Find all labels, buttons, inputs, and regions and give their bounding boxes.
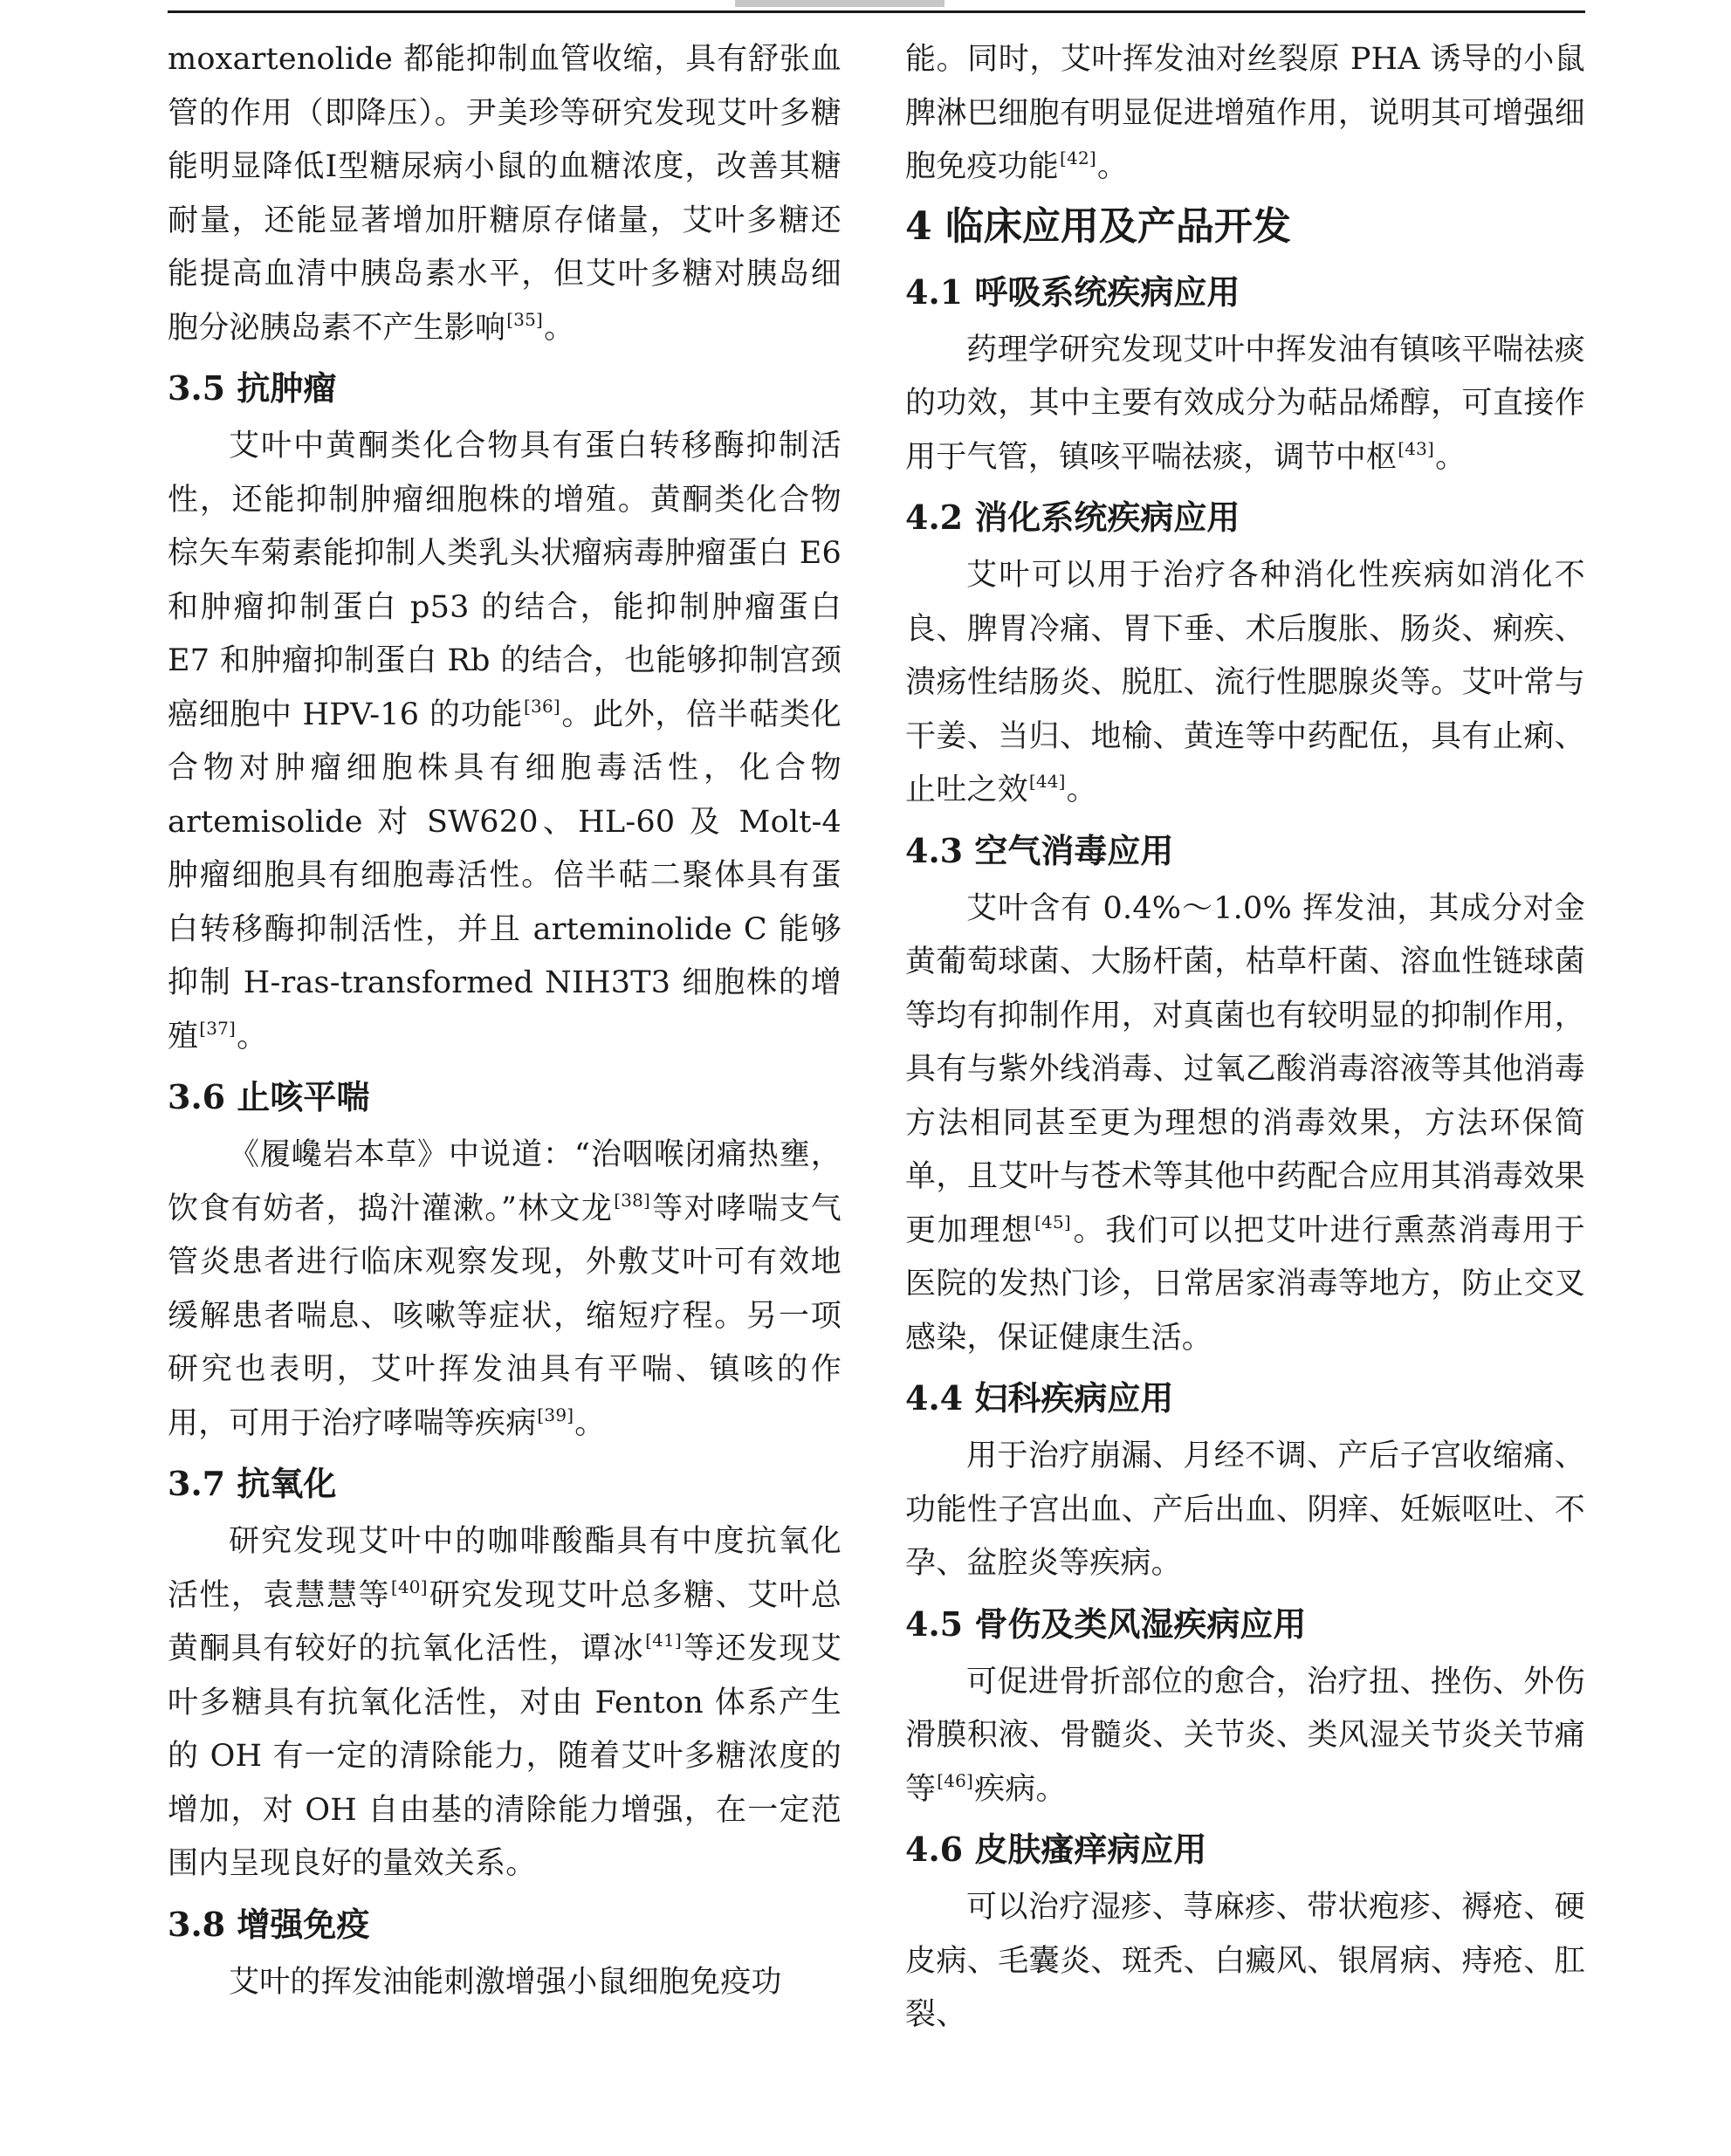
section-heading-3-8: 3.8 增强免疫 — [168, 1904, 370, 1944]
right-column — [905, 33, 1585, 2043]
section-heading-3-7: 3.7 抗氧化 — [168, 1464, 337, 1503]
paragraph: 艾叶的挥发油能刺激增强小鼠细胞免疫功 — [229, 1964, 782, 2000]
citation: [44] — [1028, 771, 1066, 792]
section-heading-4-4: 4.4 妇科疾病应用 — [905, 1378, 1174, 1418]
left-column — [168, 33, 841, 2009]
citation: [43] — [1398, 437, 1435, 459]
citation: [36] — [524, 695, 560, 717]
paragraph-continued: moxartenolide 都能抑制血管收缩，具有舒张血管的作用（即降压）。尹美珍等研究发现艾叶多糖能明显降低Ⅰ型糖尿病小鼠的血糖浓度，改善其糖耐量，还能显著增加肝糖原存储量，艾叶多糖还能提高血清中胰岛素水平，但艾叶多糖对胰岛细胞分泌胰岛素不产生影响[35]。 — [168, 42, 841, 346]
section-heading-3-6: 3.6 止咳平喘 — [168, 1077, 370, 1116]
paragraph: 艾叶可以用于治疗各种消化性疾病如消化不良、脾胃冷痛、胃下垂、术后腹胀、肠炎、痢疾、溃疡性结肠炎、脱肛、流行性腮腺炎等。艾叶常与干姜、当归、地榆、黄连等中药配伍，具有止痢、止吐之效[44]。 — [905, 558, 1585, 807]
paragraph: 可以治疗湿疹、荨麻疹、带状疱疹、褥疮、硬皮病、毛囊炎、斑秃、白癜风、银屑病、痔疮、肛裂、 — [905, 1890, 1585, 2032]
section-heading-4-5: 4.5 骨伤及类风湿疾病应用 — [905, 1603, 1307, 1644]
paragraph: 研究发现艾叶中的咖啡酸酯具有中度抗氧化活性，袁慧慧等[40]研究发现艾叶总多糖、艾叶总黄酮具有较好的抗氧化活性，谭冰[41]等还发现艾叶多糖具有抗氧化活性，对由 Fenton 体系产生的 OH 有一定的清除能力，随着艾叶多糖浓度的增加，对 OH 自由基的清除能力增强，在一定范围内呈现良好的量效关系。 — [168, 1524, 842, 1881]
paragraph: 可促进骨折部位的愈合，治疗扭、挫伤、外伤滑膜积液、骨髓炎、关节炎、类风湿关节炎关节痛等[46]疾病。 — [905, 1664, 1585, 1807]
section-heading-4-1: 4.1 呼吸系统疾病应用 — [905, 271, 1240, 312]
citation: [46] — [937, 1769, 974, 1791]
paragraph: 用于治疗崩漏、月经不调、产后子宫收缩痛、功能性子宫出血、产后出血、阴痒、妊娠呕吐、不孕、盆腔炎等疾病。 — [905, 1438, 1585, 1581]
chapter-heading-4: 4 临床应用及产品开发 — [905, 203, 1291, 249]
running-header-mark — [735, 0, 944, 7]
paragraph: 药理学研究发现艾叶中挥发油有镇咳平喘祛痰的功效，其中主要有效成分为萜品烯醇，可直接作用于气管，镇咳平喘祛痰，调节中枢[43]。 — [905, 332, 1585, 475]
citation: [40] — [390, 1576, 428, 1597]
header-rule — [168, 10, 1585, 13]
citation: [42] — [1060, 148, 1096, 168]
paragraph: 《履巉岩本草》中说道：“治咽喉闭痛热壅，饮食有妨者，捣汁灌漱。”林文龙[38]等对哮喘支气管炎患者进行临床观察发现，外敷艾叶可有效地缓解患者喘息、咳嗽等症状，缩短疗程。另一项研究也表明，艾叶挥发油具有平喘、镇咳的作用，可用于治疗哮喘等疾病[39]。 — [168, 1137, 841, 1441]
citation: [35] — [506, 308, 544, 330]
citation: [45] — [1034, 1211, 1071, 1232]
citation: [39] — [537, 1404, 574, 1425]
paragraph-continued: 能。同时，艾叶挥发油对丝裂原 PHA 诱导的小鼠脾淋巴细胞有明显促进增殖作用，说明其可增强细胞免疫功能[42]。 — [905, 42, 1585, 184]
citation: [41] — [645, 1630, 682, 1651]
section-heading-4-6: 4.6 皮肤瘙痒病应用 — [905, 1830, 1207, 1869]
paragraph: 艾叶含有 0.4%～1.0% 挥发油，其成分对金黄葡萄球菌、大肠杆菌，枯草杆菌、溶血性链球菌等均有抑制作用，对真菌也有较明显的抑制作用，具有与紫外线消毒、过氧乙酸消毒溶液等其他消毒方法相同甚至更为理想的消毒效果，方法环保简单，且艾叶与苍术等其他中药配合应用其消毒效果更加理想[45]。我们可以把艾叶进行熏蒸消毒用于医院的发热门诊，日常居家消毒等地方，防止交叉感染，保证健康生活。 — [905, 890, 1585, 1356]
section-heading-4-2: 4.2 消化系统疾病应用 — [905, 498, 1240, 537]
section-heading-4-3: 4.3 空气消毒应用 — [905, 830, 1174, 870]
citation: [37] — [199, 1017, 237, 1039]
section-heading-3-5: 3.5 抗肿瘤 — [168, 368, 337, 408]
paragraph: 艾叶中黄酮类化合物具有蛋白转移酶抑制活性，还能抑制肿瘤细胞株的增殖。黄酮类化合物棕矢车菊素能抑制人类乳头状瘤病毒肿瘤蛋白 E6 和肿瘤抑制蛋白 p53 的结合，能抑制肿瘤蛋白 E7 和肿瘤抑制蛋白 Rb 的结合，也能够抑制宫颈癌细胞中 HPV-16 的功能[36]。此外，倍半萜类化合物对肿瘤细胞株具有细胞毒活性，化合物 artemisolide 对 SW620、HL-60 及 Molt-4 肿瘤细胞具有细胞毒活性。倍半萜二聚体具有蛋白转移酶抑制活性，并且 arteminolide C 能够抑制 H-ras-transformed NIH3T3 细胞株的增殖[37]。 — [168, 429, 841, 1054]
citation: [38] — [614, 1189, 651, 1211]
